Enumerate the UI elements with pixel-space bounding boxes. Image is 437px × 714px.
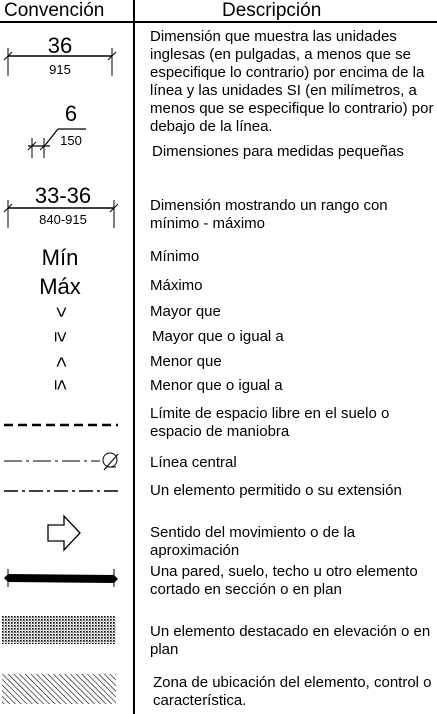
header-convention: Convención	[4, 0, 105, 21]
row-description: Máximo	[150, 277, 203, 294]
header-description: Descripción	[222, 0, 322, 21]
row-description: Dimensiones para medidas pequeñas	[152, 143, 404, 160]
less-than-symbol: <	[50, 356, 71, 368]
diagonal-hatch-icon	[2, 674, 116, 704]
row-description: Una pared, suelo, techo u otro elemento cortado en sección o en plan	[150, 563, 418, 598]
dimension-inches-value: 36	[47, 33, 73, 58]
min-abbreviation: Mín	[41, 245, 79, 270]
row-description: Línea central	[150, 454, 237, 471]
row-description: Un elemento permitido o su extensión	[150, 482, 402, 499]
stippled-hatch-icon	[2, 616, 116, 644]
row-description: Zona de ubicación del elemento, control o característica.	[153, 674, 432, 709]
greater-than-symbol: >	[50, 306, 71, 318]
max-abbreviation: Máx	[39, 274, 81, 299]
row-description: Mayor que	[150, 303, 221, 320]
row-description: Menor que	[150, 353, 222, 370]
row-description: Dimensión mostrando un rango con mínimo - máximo	[150, 197, 388, 232]
centerline-icon	[2, 450, 124, 474]
row-description: Mayor que o igual a	[152, 328, 284, 345]
row-description: Límite de espacio libre en el suelo o espacio de maniobra	[150, 405, 390, 440]
greater-or-equal-symbol: ≥	[50, 331, 71, 343]
header-divider	[0, 21, 437, 23]
small-dimension-inches-value: 6	[64, 101, 78, 126]
range-inches-value: 33-36	[34, 183, 92, 208]
dimension-mm-value: 915	[49, 62, 71, 77]
outline-arrow-right-icon	[46, 514, 84, 552]
dash-dot-line-icon	[2, 488, 122, 494]
less-or-equal-symbol: ≤	[50, 379, 71, 391]
row-description: Un elemento destacado en elevación o en plan	[150, 623, 431, 658]
row-description: Dimensión que muestra las unidades inglesas (en pulgadas, a menos que se especifique lo contrario) por encima de la línea y las unidades SI (en milímetros, a menos que se especifique lo contrario) por debajo de la línea.	[150, 28, 434, 135]
range-mm-value: 840-915	[39, 212, 87, 227]
row-description: Sentido del movimiento o de la aproximación	[150, 524, 356, 559]
column-divider	[133, 0, 135, 714]
cut-wall-icon	[2, 568, 122, 588]
row-description: Menor que o igual a	[150, 377, 283, 394]
row-description: Mínimo	[150, 248, 200, 265]
small-dimension-mm-value: 150	[60, 133, 82, 148]
dashed-line-icon	[2, 422, 122, 428]
